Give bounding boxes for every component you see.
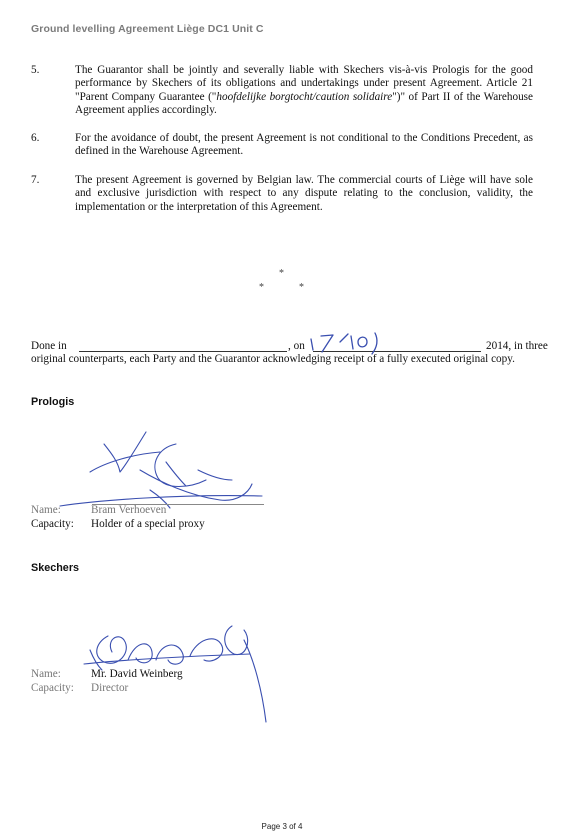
page-number: Page 3 of 4: [261, 822, 303, 831]
clause-text: The Guarantor shall be jointly and severally liable with Skechers vis-à-vis Prologis for the good performance by Skechers of its obligations and undertakings under present Agreement. Article 21 "Parent Company Guarantee ("hoofdelijke borgtocht/caution solidaire")" of Part II of the Warehouse Agreement applies accordingly.: [75, 64, 533, 117]
clause-number: 5.: [31, 64, 40, 76]
on-label: , on: [288, 340, 305, 352]
name-value: Bram Verhoeven: [91, 504, 167, 516]
italic-term: hoofdelijke borgtocht/caution solidaire: [216, 90, 393, 103]
capacity-label: Capacity:: [31, 518, 74, 530]
clause-number: 7.: [31, 174, 40, 186]
prologis-label: Prologis: [31, 396, 75, 408]
done-in-label: Done in: [31, 340, 67, 352]
capacity-value: Director: [91, 682, 129, 694]
document-header: Ground levelling Agreement Liège DC1 Unit C: [31, 23, 264, 35]
clause-text: For the avoidance of doubt, the present Agreement is not conditional to the Conditions Precedent, as defined in the Warehouse Agreement.: [75, 132, 533, 158]
name-label: Name:: [31, 504, 61, 516]
clause-text: The present Agreement is governed by Belgian law. The commercial courts of Liège will have sole and exclusive jurisdiction with respect to any dispute relating to the conclusion, validity, the implementation or the interpretation of this Agreement.: [75, 174, 533, 213]
asterisk: *: [299, 282, 304, 293]
year-label: 2014, in three: [486, 340, 548, 352]
capacity-value: Holder of a special proxy: [91, 518, 205, 530]
clause-number: 6.: [31, 132, 40, 144]
done-continuation: original counterparts, each Party and the Guarantor acknowledging receipt of a fully executed original copy.: [31, 353, 515, 366]
asterisk: *: [259, 282, 264, 293]
name-label: Name:: [31, 668, 61, 680]
capacity-label: Capacity:: [31, 682, 74, 694]
name-value: Mr. David Weinberg: [91, 668, 183, 680]
asterisk: *: [279, 268, 284, 279]
skechers-label: Skechers: [31, 562, 80, 574]
